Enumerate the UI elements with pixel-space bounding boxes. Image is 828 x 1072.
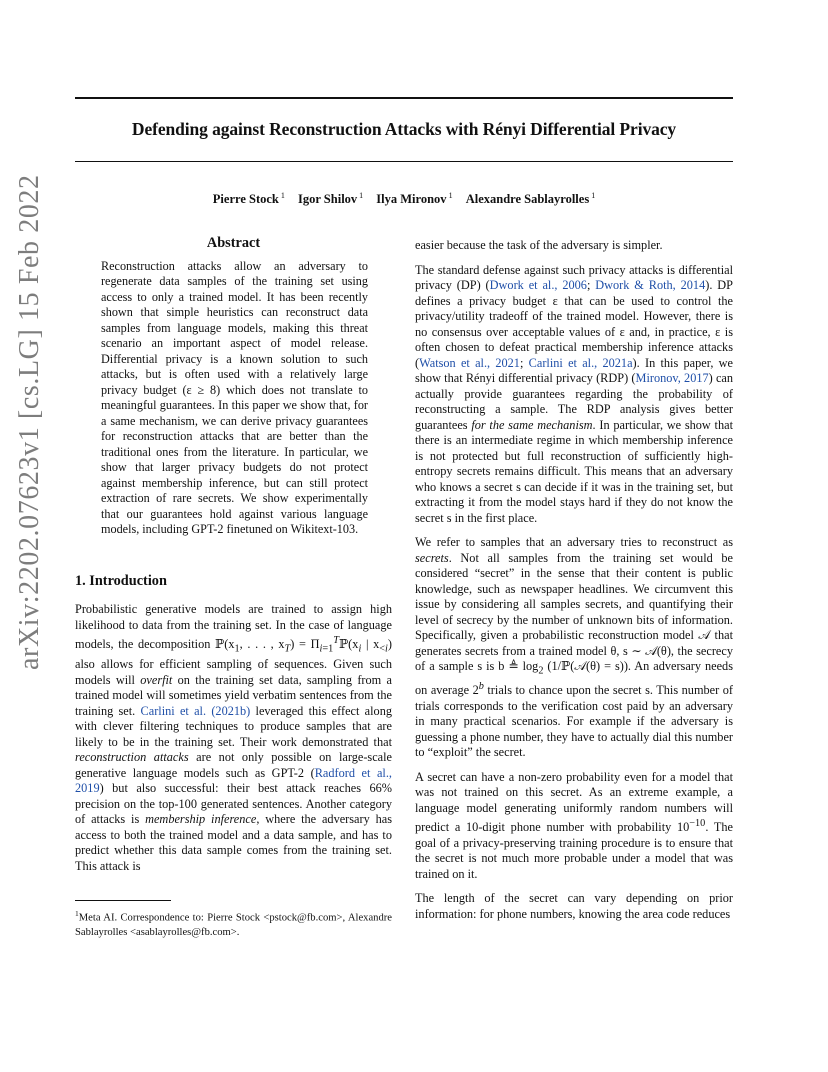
citation-link[interactable]: Carlini et al. (2021b) [140, 703, 251, 718]
abstract-heading: Abstract [206, 235, 261, 251]
intro-paragraph: Probabilistic generative models are trained to assign high likelihood to data from the training set. In the case of language models, the decomposition $ℙ(x_1$, . . . , $x_T$) = $\Pi_{i=1}^Tℙ(x_i$ | $x_{<i}$) also allows for efficient sampling of sequences. Given such models will overfit on the training set data, sampling from a trained model will sometimes yield verbatim sentences from the training set. Carlini et al. (2021b) leveraged this effect along with clever filtering techniques to produce samples that are likely to be in the training set. Their work demonstrated that reconstruction attacks are not only possible on large-scale generative language models such as GPT-2 (Radford et al., 2019) but also successful: their best attack reaches 66% precision on the top-100 generated sentences. Another category of attacks is membership inference, where the adversary has access to both the trained model and a data sample, and has to predict whether this data sample comes from the training set. This attack is [75, 602, 392, 873]
citation-link[interactable]: Mironov, 2017 [635, 371, 709, 385]
author: Pierre Stock $^1$ [212, 191, 285, 207]
right-column [415, 238, 733, 931]
author: Alexandre Sablayrolles $^1$ [465, 191, 596, 207]
body-paragraph: The length of the secret can vary depending on prior information: for phone numbers, knowing the area code reduces [415, 891, 733, 921]
citation-link[interactable]: Dwork et al., 2006 [489, 278, 587, 292]
continued-paragraph: easier because the task of the adversary is simpler. [415, 238, 663, 252]
footnote-rule [75, 900, 171, 901]
citation-link[interactable]: Dwork & Roth, 2014 [595, 278, 706, 292]
top-rule [75, 97, 733, 99]
citation-link[interactable]: Radford et al., 2019 [75, 765, 392, 796]
left-column [75, 236, 392, 884]
citation-link[interactable]: Carlini et al., 2021a [528, 355, 633, 370]
citation-link[interactable]: Watson et al., 2021 [419, 355, 520, 370]
title-bottom-rule [75, 161, 733, 162]
introduction-heading: 1. Introduction [75, 572, 167, 589]
author-list [75, 191, 733, 207]
arxiv-stamp: arXiv:2202.07623v1 [cs.LG] 15 Feb 2022 [14, 174, 45, 670]
paper-title: Defending against Reconstruction Attacks with Rényi Differential Privacy [131, 119, 677, 139]
body-paragraph: The standard defense against such privacy attacks is differential privacy (DP) (Dwork et al., 2006; Dwork & Roth, 2014). DP defines a privacy budget ε that can be used to control the privacy/utility tradeoff of the trained model. However, there is no consensus over acceptable values of ε and, in practice, ε is often chosen to defeat practical membership inference attacks (Watson et al., 2021; Carlini et al., 2021a). In this paper, we show that Rényi differential privacy (RDP) (Mironov, 2017) can actually provide guarantees regarding the probability of reconstructing a sample. The RDP analysis gives better guarantees for the same mechanism. In particular, we show that there is an intermediate regime in which membership inference is not protected but full reconstruction of sufficiently high-entropy secrets remains difficult. This means that an adversary who knows a secret s can decide if it was in the training set, but extracting it from the model stays hard if they do not know the secret s in the first place. [415, 262, 734, 525]
author: Ilya Mironov $^1$ [376, 191, 453, 207]
footnote: $^1$Meta AI. Correspondence to: Pierre Stock <pstock@fb.com>, Alexandre Sablayrolles <asablayrolles@fb.com>. [75, 900, 392, 940]
author: Igor Shilov $^1$ [298, 191, 364, 207]
body-paragraph: We refer to samples that an adversary tries to reconstruct as secrets. Not all samples from the training set would be considered “secret” in the sense that their content is public knowledge, such as newspaper headlines. We circumvent this issue by considering all samples secrets, and quantifying their level of secrecy by the number of unknown bits of information. Specifically, given a probabilistic reconstruction model 𝒜 that generates secrets from a trained model θ, s ∼ 𝒜(θ), the secrecy of a sample s is b ≜ $\log_2$ (1/ℙ(𝒜(θ) = s)). An adversary needs on average 2$^b$ trials to chance upon the secret s. This number of trials corresponds to the verification cost paid by an adversary in many practical scenarios. For example if the adversary is guessing a phone number, they have to actually dial this number to “exploit” the secret. [415, 535, 733, 760]
abstract-text: Reconstruction attacks allow an adversary to regenerate data samples of the training set using access to only a trained model. It has been recently shown that simple heuristics can reconstruct data samples from language models, making this threat scenario an important aspect of model release. Differential privacy is a known solution to such attacks, but is often used with a relatively large privacy budget (ε ≥ 8) which does not translate to meaningful guarantees. In this paper we show that, for a same mechanism, we can derive privacy guarantees for reconstruction attacks that are better than the traditional ones from the literature. In particular, we show that larger privacy budgets do not protect against membership inference, but can still protect extraction of rare secrets. We show experimentally that our guarantees hold against various language models, including GPT-2 finetuned on Wikitext-103. [101, 258, 368, 536]
body-paragraph: A secret can have a non-zero probability even for a model that was not trained on this secret. As an extreme example, a language model generating uniformly random numbers will predict a 10-digit phone number with probability $10^{-10}$. The goal of a privacy-preserving training procedure is to ensure that the secret is not much more probable under a model that was trained on it. [415, 769, 733, 881]
